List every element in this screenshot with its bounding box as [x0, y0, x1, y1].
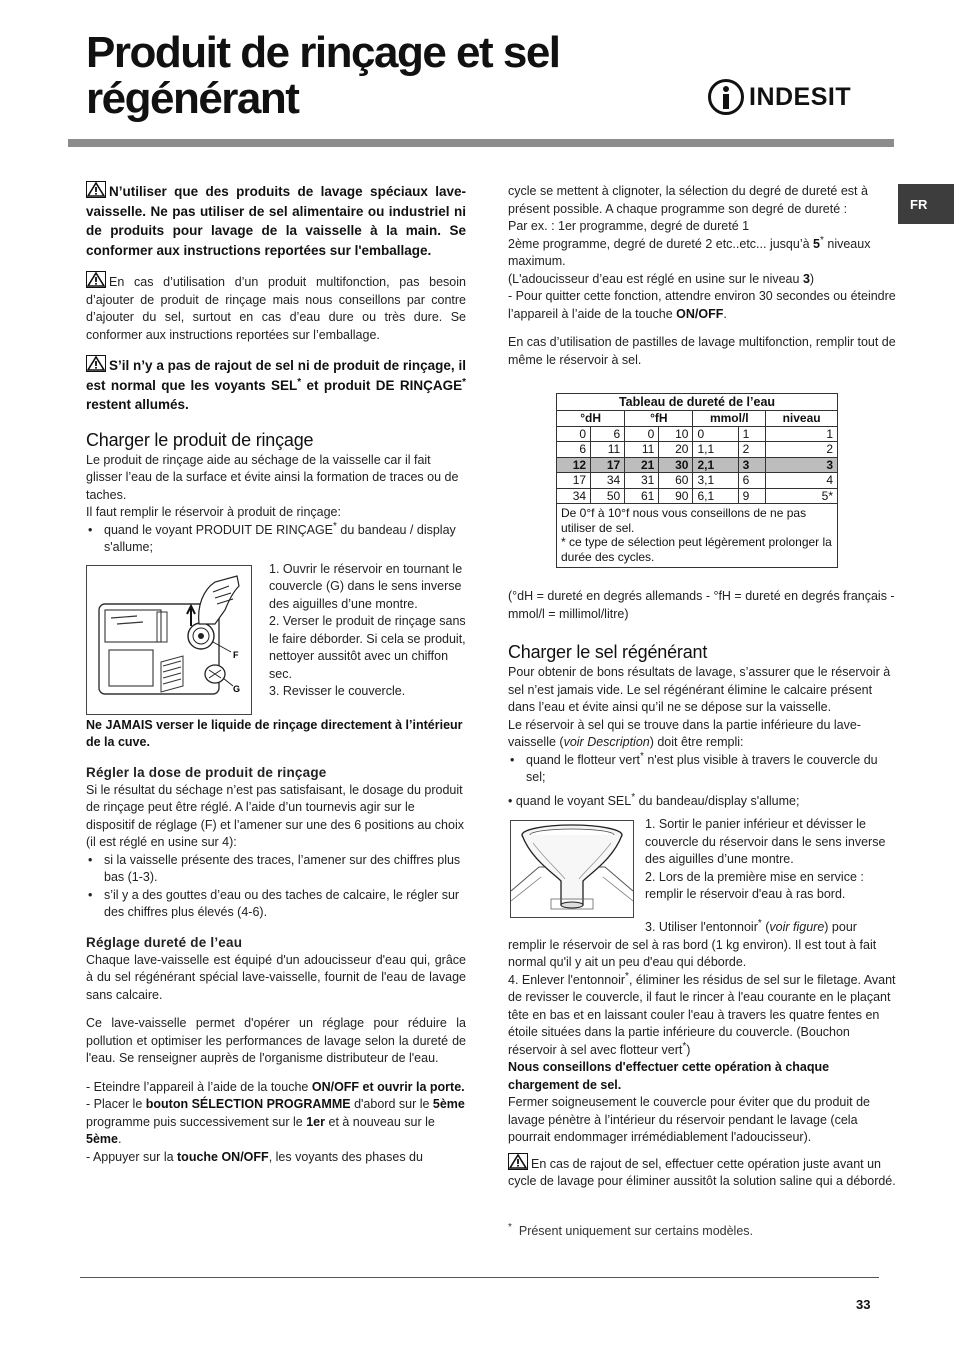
- table-cell: 0: [625, 426, 659, 442]
- hardness-p2: Ce lave-vaisselle permet d'opérer un réglage pour réduire la pollution et optimiser les performances de lavage selon la dureté de l'eau. Se renseigner auprès de l'organisme distributeur de l'eau.: [86, 1016, 466, 1065]
- label-g: G: [233, 683, 241, 694]
- hardness-step-1: - Eteindre l’appareil à l’aide de la touche ON/OFF et ouvrir la porte.: [86, 1079, 465, 1094]
- dose-bullet: • s’il y a des gouttes d’eau ou des taches de calcaire, le régler sur des chiffres plus élevés (4-6).: [86, 887, 466, 922]
- salt-bullet: • quand le flotteur vert* n'est plus visible à travers le couvercle du sel;: [508, 752, 896, 787]
- left-column: [86, 181, 466, 1166]
- salt-advice: Nous conseillons d'effectuer cette opération à chaque chargement de sel.: [508, 1060, 830, 1092]
- warning-icon: [86, 271, 106, 288]
- title-rule: [68, 139, 894, 147]
- table-cell: 34: [557, 488, 591, 504]
- rinse-step: 1. Ouvrir le réservoir en tournant le couvercle (G) dans le sens inverse des aiguilles d’une montre.: [269, 561, 463, 611]
- brand-name: INDESIT: [749, 82, 852, 111]
- hardness-cont-5: - Pour quitter cette fonction, attendre environ 30 secondes ou éteindre l’appareil à l’aide de la touche ON/OFF.: [508, 289, 896, 321]
- salt-step-4: 4. Enlever l'entonnoir*, éliminer les résidus de sel sur le filetage. Avant de revisser le couvercle, il faut le rincer à l'eau courante en le plaçant tête en bas et en laissant couler l'eau à travers les quatre fentes en étoile situées dans la partie inférieure du couvercle. (Bouchon réservoir à sel avec flotteur vert*): [508, 970, 896, 1057]
- salt-step-2: 2. Lors de la première mise en service : remplir le réservoir d'eau à ras bord.: [645, 869, 864, 901]
- label-f: F: [233, 649, 239, 660]
- rinse-aid-intro: Le produit de rinçage aide au séchage de la vaisselle car il fait glisser l’eau de la surface et évite ainsi la formation de traces ou de taches.: [86, 452, 459, 502]
- table-cell: 6: [557, 442, 591, 458]
- rinse-aid-steps: [269, 561, 466, 701]
- table-cell: 2: [766, 442, 838, 458]
- table-cell: 10: [659, 426, 693, 442]
- right-column: [508, 183, 896, 1240]
- salt-p1: Pour obtenir de bons résultats de lavage, s’assurer que le réservoir à sel n’est jamais vide. Le sel régénérant élimine le calcaire présent dans l’eau et évite ainsi qu’il ne se dépose sur la vaisselle.: [508, 665, 891, 714]
- table-cell: 11: [591, 442, 625, 458]
- brand-logo: [708, 78, 851, 116]
- table-cell: 11: [625, 442, 659, 458]
- hardness-cont-2: Par ex. : 1er programme, degré de dureté 1: [508, 219, 750, 233]
- rinse-aid-bullet: • quand le voyant PRODUIT DE RINÇAGE* du bandeau / display s'allume;: [86, 522, 466, 557]
- units-note: (°dH = dureté en degrés allemands - °fH = dureté en degrés français - mmol/l = millimol/litre): [508, 589, 895, 621]
- hardness-cont-3: 2ème programme, degré de dureté 2 etc..etc... jusqu’à 5* niveaux maximum.: [508, 234, 871, 268]
- rinse-step: 2. Verser le produit de rinçage sans le faire déborder. Si cela se produit, nettoyer aussitôt avec un chiffon sec.: [269, 614, 466, 681]
- table-cell: 0: [693, 426, 738, 442]
- table-cell: 31: [625, 473, 659, 489]
- language-tab: FR: [898, 184, 954, 224]
- table-caption: Tableau de dureté de l’eau: [557, 394, 838, 411]
- table-row: [557, 442, 838, 458]
- rinse-aid-figure-block: [86, 561, 466, 717]
- page-title: Produit de rinçage et sel régénérant: [86, 28, 560, 123]
- funnel-drawing: [511, 821, 633, 917]
- table-header: mmol/l: [693, 411, 766, 427]
- table-cell: 61: [625, 488, 659, 504]
- warning-multifunction: En cas d’utilisation d’un produit multifonction, pas besoin d’ajouter de produit de rinçage mais nous conseillons par contre d’ajouter du sel, surtout en cas d’eau dure ou très dure. Se conformer aux instructions reportées sur l’emballage.: [86, 271, 466, 344]
- bottom-rule: [80, 1277, 879, 1278]
- rinse-aid-heading: Charger le produit de rinçage: [86, 429, 314, 450]
- table-cell: 6: [738, 473, 766, 489]
- table-cell: 17: [591, 457, 625, 473]
- indesit-logo-icon: [708, 79, 744, 115]
- page-number: 33: [856, 1297, 871, 1312]
- table-cell: 90: [659, 488, 693, 504]
- hardness-heading: Réglage dureté de l’eau: [86, 934, 243, 950]
- salt-warning: En cas de rajout de sel, effectuer cette opération juste avant un cycle de lavage pour éliminer aussitôt la solution saline qui a débordé.: [508, 1153, 896, 1191]
- dose-bullet: • si la vaisselle présente des traces, l’amener sur des chiffres plus bas (1-3).: [86, 852, 466, 887]
- table-row-highlighted: [557, 457, 838, 473]
- salt-p2: Le réservoir à sel qui se trouve dans la partie inférieure du lave-vaisselle (voir Description) doit être rempli:: [508, 717, 861, 749]
- table-cell: 6: [591, 426, 625, 442]
- table-cell: 20: [659, 442, 693, 458]
- table-header: niveau: [766, 411, 838, 427]
- funnel-illustration: [510, 820, 634, 918]
- rinse-aid-never: Ne JAMAIS verser le liquide de rinçage directement à l’intérieur de la cuve.: [86, 717, 463, 749]
- table-cell: 4: [766, 473, 838, 489]
- table-header: °fH: [625, 411, 693, 427]
- table-cell: 34: [591, 473, 625, 489]
- table-note: De 0°f à 10°f nous vous conseillons de ne pas utiliser de sel. * ce type de sélection peut légèrement prolonger la durée des cycles.: [557, 504, 838, 568]
- warning-indicators: S’il n’y a pas de rajout de sel ni de produit de rinçage, il est normal que les voyants SEL* et produit DE RINÇAGE* restent allumés.: [86, 355, 466, 415]
- salt-bullet: • quand le voyant SEL* du bandeau/display s'allume;: [508, 791, 800, 808]
- salt-step-1: 1. Sortir le panier inférieur et dévisser le couvercle du réservoir dans le sens inverse des aiguilles d’une montre.: [645, 817, 886, 866]
- hardness-p1: Chaque lave-vaisselle est équipé d'un adoucisseur d'eau qui, grâce à du sel régénérant spécial lave-vaisselle, fournit de l'eau de lavage sans calcaire.: [86, 952, 466, 1002]
- table-header: °dH: [557, 411, 625, 427]
- table-row: [557, 426, 838, 442]
- salt-heading: Charger le sel régénérant: [508, 642, 708, 662]
- salt-close: Fermer soigneusement le couvercle pour éviter que du produit de lavage pénètre à l’intérieur du réservoir pendant le lavage (cela pourrait endommager irrémédiablement l'adoucisseur).: [508, 1095, 871, 1144]
- hardness-step-2: - Placer le bouton SÉLECTION PROGRAMME d'abord sur le 5ème programme puis successivement sur le 1er et à nouveau sur le 5ème.: [86, 1097, 465, 1146]
- salt-figure-block: [508, 816, 896, 919]
- table-row: [557, 473, 838, 489]
- table-cell: 3: [738, 457, 766, 473]
- hardness-step-3: - Appuyer sur la touche ON/OFF, les voyants des phases du: [86, 1149, 423, 1164]
- tablets-note: En cas d’utilisation de pastilles de lavage multifonction, remplir tout de même le réservoir à sel.: [508, 335, 896, 367]
- footnote: * Présent uniquement sur certains modèles.: [508, 1221, 754, 1238]
- hardness-table: [556, 393, 838, 568]
- salt-step-3: 3. Utiliser l'entonnoir* (voir figure) pour remplir le réservoir de sel à ras bord (1 kg environ). Il est tout à fait normal qu'il y ait un peu d'eau qui déborde.: [508, 918, 877, 969]
- table-cell: 9: [738, 488, 766, 504]
- dispenser-drawing: [87, 566, 251, 714]
- table-cell: 60: [659, 473, 693, 489]
- warning-icon: [508, 1153, 528, 1170]
- warning-icon: [86, 181, 106, 198]
- table-cell: 3,1: [693, 473, 738, 489]
- table-cell: 3: [766, 457, 838, 473]
- table-cell: 0: [557, 426, 591, 442]
- table-cell: 6,1: [693, 488, 738, 504]
- table-cell: 1: [738, 426, 766, 442]
- table-row: [557, 488, 838, 504]
- dose-heading: Régler la dose de produit de rinçage: [86, 764, 327, 780]
- table-cell: 17: [557, 473, 591, 489]
- rinse-aid-fill: Il faut remplir le réservoir à produit de rinçage:: [86, 505, 341, 519]
- table-cell: 2,1: [693, 457, 738, 473]
- rinse-step: 3. Revisser le couvercle.: [269, 684, 406, 698]
- table-cell: 30: [659, 457, 693, 473]
- table-cell: 2: [738, 442, 766, 458]
- table-cell: 1,1: [693, 442, 738, 458]
- table-cell: 5*: [766, 488, 838, 504]
- dispenser-illustration: [86, 565, 252, 715]
- table-cell: 12: [557, 457, 591, 473]
- table-cell: 1: [766, 426, 838, 442]
- table-cell: 21: [625, 457, 659, 473]
- warning-icon: [86, 355, 106, 372]
- salt-steps-top: [645, 816, 896, 904]
- table-cell: 50: [591, 488, 625, 504]
- hardness-cont-1: cycle se mettent à clignoter, la sélection du degré de dureté est à présent possible. A chaque programme son degré de dureté :: [508, 184, 868, 216]
- hardness-cont-4: (L'adoucisseur d’eau est réglé en usine sur le niveau 3): [508, 271, 815, 286]
- warning-products: N’utiliser que des produits de lavage spéciaux lave-vaisselle. Ne pas utiliser de sel alimentaire ou industriel ni de produits pour lavage de la vaisselle à la main. Se conformer aux instructions reportées sur l'emballage.: [86, 181, 466, 260]
- dose-text: Si le résultat du séchage n’est pas satisfaisant, le dosage du produit de rinçage peut être réglé. A l’aide d’un tournevis agir sur le dispositif de réglage (F) et l’amener sur une des 6 positions au choix (il est réglé en usine sur 4):: [86, 782, 464, 849]
